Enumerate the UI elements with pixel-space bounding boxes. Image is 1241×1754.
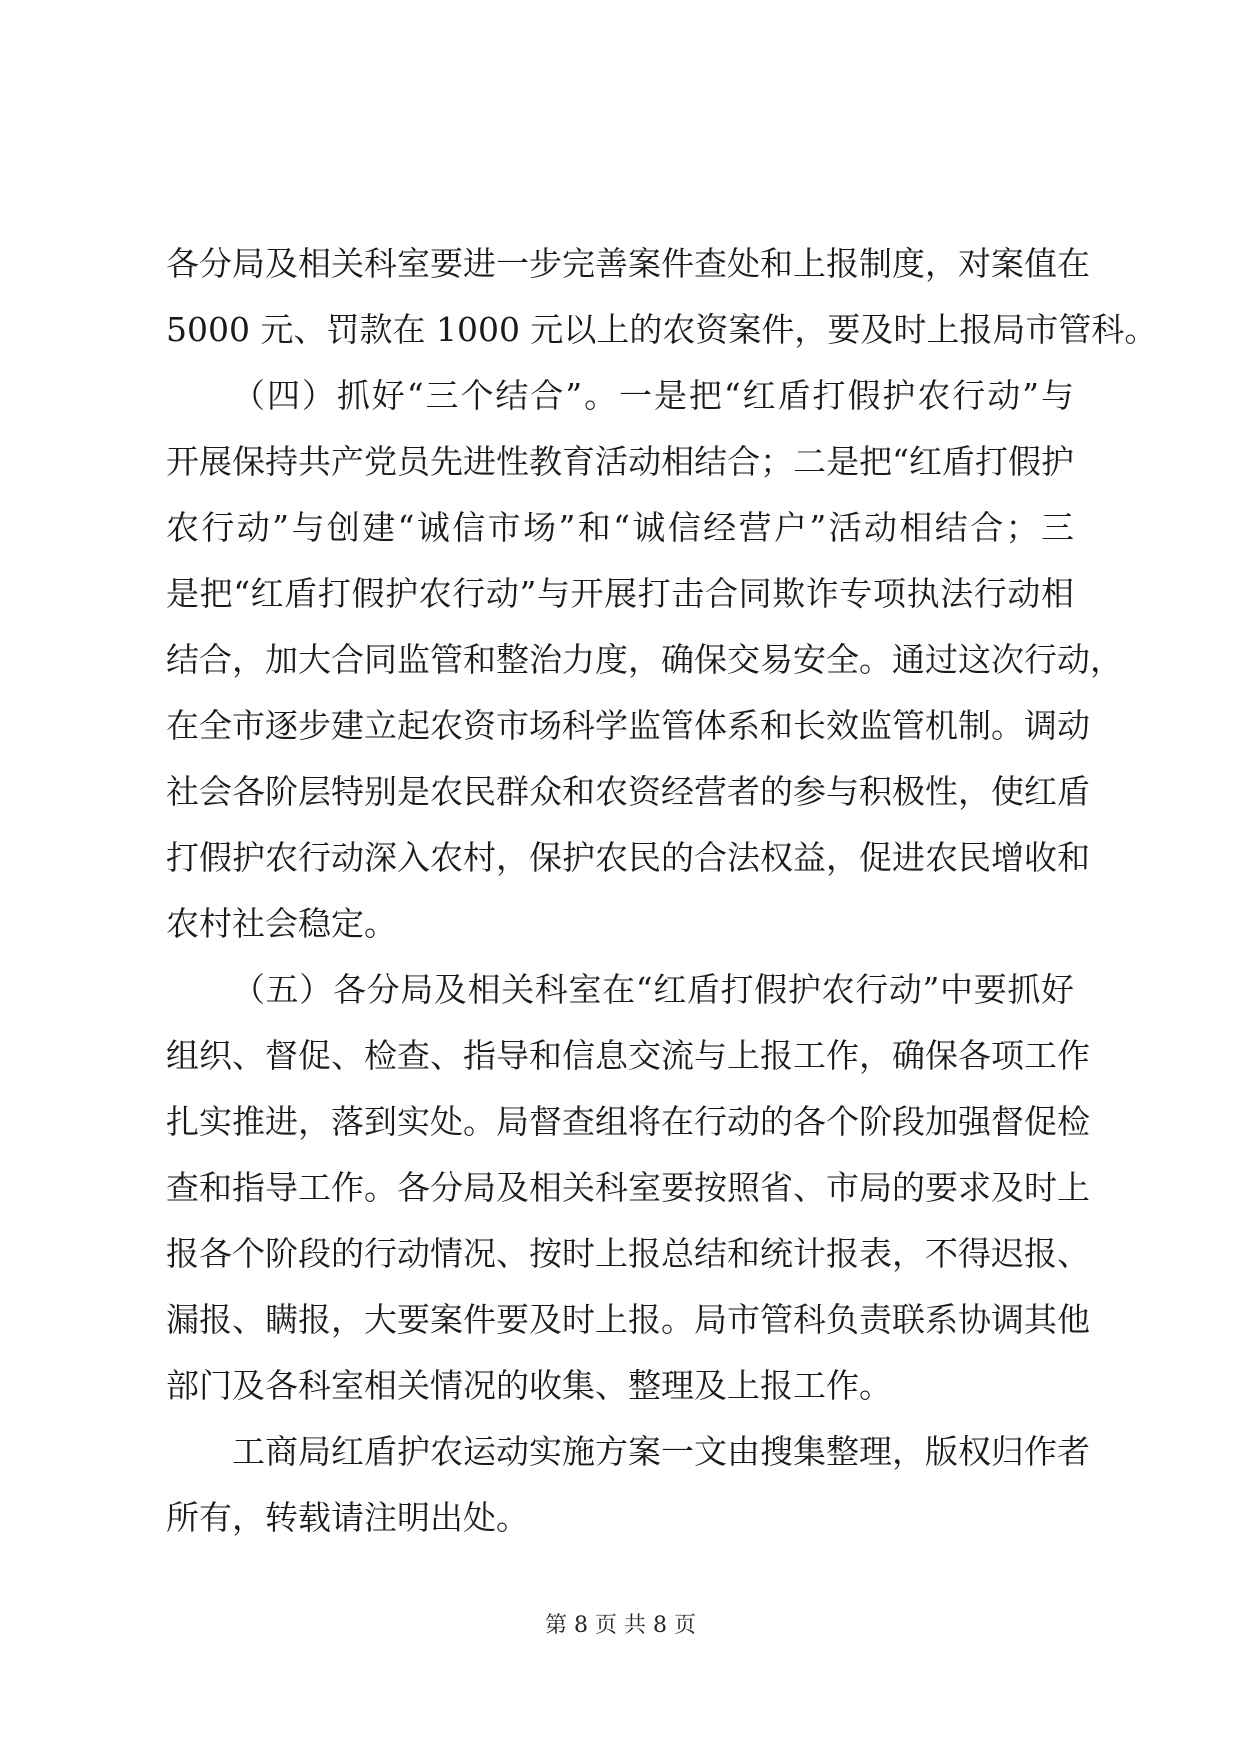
text-line: （五）各分局及相关科室在“红盾打假护农行动”中要抓好 [232, 970, 1074, 1009]
text-line: 查和指导工作。各分局及相关科室要按照省、市局的要求及时上 [166, 1168, 1090, 1207]
text-line: 各分局及相关科室要进一步完善案件查处和上报制度，对案值在 [166, 244, 1090, 283]
paragraph [166, 363, 1123, 957]
document-body [166, 231, 1158, 1551]
text-line: 在全市逐步建立起农资市场科学监管体系和长效监管机制。调动 [166, 706, 1090, 745]
text-line: 报各个阶段的行动情况、按时上报总结和统计报表，不得迟报、 [166, 1234, 1090, 1273]
text-line: （四）抓好“三个结合”。一是把“红盾打假护农行动”与 [232, 376, 1074, 415]
text-line: 漏报、瞒报，大要案件要及时上报。局市管科负责联系协调其他 [166, 1300, 1090, 1339]
text-line: 开展保持共产党员先进性教育活动相结合；二是把“红盾打假护 [166, 442, 1074, 481]
text-line: 扎实推进，落到实处。局督查组将在行动的各个阶段加强督促检 [166, 1102, 1090, 1141]
page-number: 第 8 页 共 8 页 [545, 1613, 696, 1638]
text-line: 农村社会稳定。 [166, 904, 397, 943]
paragraph [166, 957, 1090, 1419]
text-line: 结合，加大合同监管和整治力度，确保交易安全。通过这次行动， [166, 640, 1123, 679]
text-line: 社会各阶层特别是农民群众和农资经营者的参与积极性，使红盾 [166, 772, 1090, 811]
text-line: 是把“红盾打假护农行动”与开展打击合同欺诈专项执法行动相 [166, 574, 1074, 613]
paragraph [166, 231, 1158, 363]
text-line: 农行动”与创建“诚信市场”和“诚信经营户”活动相结合；三 [166, 508, 1074, 547]
text-line: 5000 元、罚款在 1000 元以上的农资案件，要及时上报局市管科。 [166, 310, 1158, 349]
text-line: 组织、督促、检查、指导和信息交流与上报工作，确保各项工作 [166, 1036, 1090, 1075]
text-line: 工商局红盾护农运动实施方案一文由搜集整理，版权归作者 [232, 1432, 1090, 1471]
paragraph [166, 1419, 1090, 1551]
text-line: 所有，转载请注明出处。 [166, 1498, 529, 1537]
text-line: 打假护农行动深入农村，保护农民的合法权益，促进农民增收和 [166, 838, 1090, 877]
text-line: 部门及各科室相关情况的收集、整理及上报工作。 [166, 1366, 892, 1405]
